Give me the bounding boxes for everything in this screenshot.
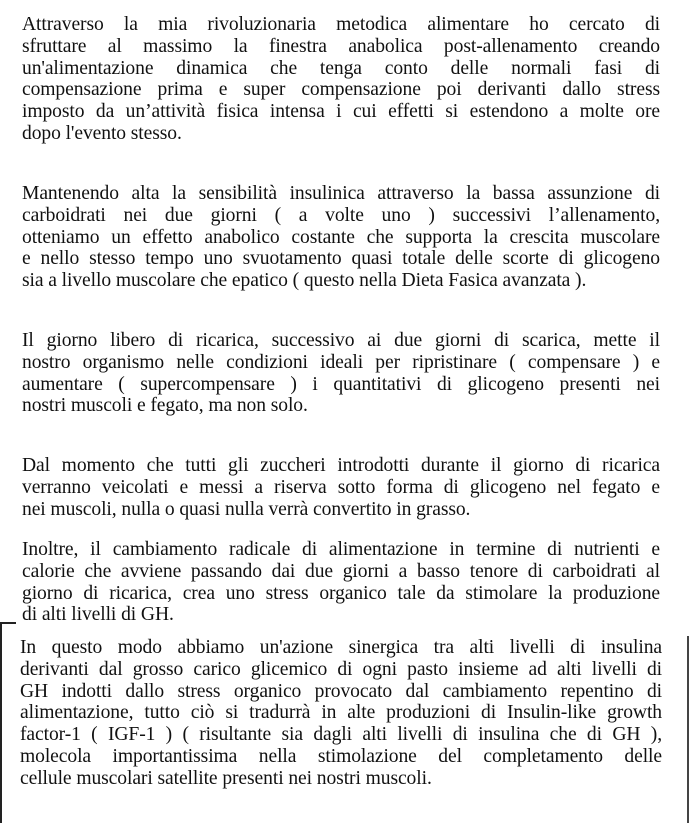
text-line: In questo modo abbiamo un'azione sinergica tra alti livelli di insulina — [20, 637, 662, 658]
text-line: sia a livello muscolare che epatico ( questo nella Dieta Fasica avanzata ). — [22, 270, 587, 292]
text-line: Attraverso la mia rivoluzionaria metodica alimentare ho cercato di — [22, 14, 660, 35]
text-line: imposto da un’attività fisica intensa i cui effetti si estendono a molte ore — [22, 101, 660, 123]
text-line: Dal momento che tutti gli zuccheri introdotti durante il giorno di ricarica — [22, 455, 660, 476]
text-line: e nello stesso tempo uno svuotamento quasi totale delle scorte di glicogeno — [22, 248, 660, 270]
text-line: factor-1 ( IGF-1 ) ( risultante sia dagli alti livelli di insulina che di GH ), — [20, 724, 662, 746]
text-line: aumentare ( supercompensare ) i quantitativi di glicogeno presenti nei — [22, 373, 660, 395]
text-line: un'alimentazione dinamica che tenga conto delle normali fasi di — [22, 57, 660, 79]
text-line: derivanti dal grosso carico glicemico di ogni pasto insieme ad alti livelli di — [20, 658, 662, 680]
text-line: calorie che avviene passando dai due giorni a basso tenore di carboidrati al — [22, 560, 660, 582]
text-line: di alti livelli di GH. — [22, 604, 174, 626]
text-line: dopo l'evento stesso. — [22, 122, 182, 144]
text-line: sfruttare al massimo la finestra anabolica post-allenamento creando — [22, 35, 660, 57]
text-line: cellule muscolari satellite presenti nei nostri muscoli. — [20, 767, 432, 789]
text-line: molecola importantissima nella stimolazione del completamento delle — [20, 745, 662, 767]
text-line: Il giorno libero di ricarica, successivo ai due giorni di scarica, mette il — [22, 330, 660, 351]
text-line: otteniamo un effetto anabolico costante che supporta la crescita muscolare — [22, 226, 660, 248]
text-line: alimentazione, tutto ciò si tradurrà in alte produzioni di Insulin-like growth — [20, 702, 662, 724]
text-line: giorno di ricarica, crea uno stress organico tale da stimolare la produzione — [22, 582, 660, 604]
frame-border-top-left — [0, 622, 16, 624]
frame-border-right — [687, 636, 689, 823]
paragraph-2 — [22, 183, 660, 292]
paragraph-1 — [22, 14, 660, 145]
text-line: nostro organismo nelle condizioni ideali per ripristinare ( compensare ) e — [22, 351, 660, 373]
text-line: Mantenendo alta la sensibilità insulinica attraverso la bassa assunzione di — [22, 183, 660, 204]
text-line: GH indotti dallo stress organico provocato dal cambiamento repentino di — [20, 680, 662, 702]
text-line: verranno veicolati e messi a riserva sotto forma di glicogeno nel fegato e — [22, 476, 660, 498]
frame-border-left — [0, 622, 2, 823]
paragraph-6 — [20, 637, 662, 790]
text-line: nei muscoli, nulla o quasi nulla verrà convertito in grasso. — [22, 498, 471, 520]
text-line: carboidrati nei due giorni ( a volte uno ) successivi l’allenamento, — [22, 204, 660, 226]
text-line: Inoltre, il cambiamento radicale di alimentazione in termine di nutrienti e — [22, 539, 660, 560]
text-line: nostri muscoli e fegato, ma non solo. — [22, 395, 308, 417]
paragraph-5 — [22, 539, 660, 626]
paragraph-3 — [22, 330, 660, 417]
paragraph-4 — [22, 455, 660, 520]
text-line: compensazione prima e super compensazione poi derivanti dallo stress — [22, 79, 660, 101]
